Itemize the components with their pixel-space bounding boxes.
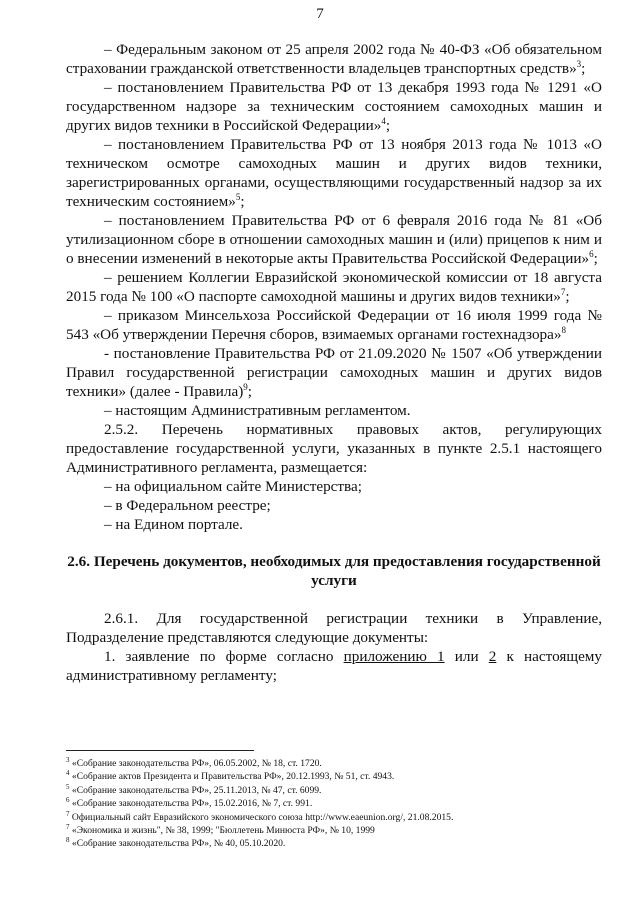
footnote-ref: 3 (576, 58, 582, 69)
paragraph-2-6-1: 2.6.1. Для государственной регистрации техники в Управление, Подразделение представляются следующие документы: (66, 610, 602, 646)
paragraph-resolution-1507: - постановление Правительства РФ от 21.09.2020 № 1507 «Об утверждении Правил государственной регистрации самоходных машин и других видов техники» (далее - Правила)$^9$; (66, 345, 602, 400)
footnotes (66, 757, 606, 851)
paragraph-resolution-1013: – постановлением Правительства РФ от 13 ноября 2013 года № 1013 «О техническом осмотре самоходных машин и других видов техники, зарегистрированных органами, осуществляющими государственный надзор за их техническим состоянием»$^5$; (66, 136, 602, 210)
paragraph-admin-regulation: – настоящим Административным регламентом. (104, 402, 411, 419)
paragraph-eec-decision-100: – решением Коллегии Евразийской экономической комиссии от 18 августа 2015 года № 100 «О паспорте самоходной машины и других видов техники»$^7$; (66, 269, 602, 305)
appendix-1-link[interactable]: приложению 1 (343, 648, 445, 665)
list-item-unified-portal: – на Едином портале. (104, 516, 243, 533)
footnote-ref: 4 (381, 115, 386, 126)
footnote: $^4$ «Собрание актов Президента и Правительства РФ», 20.12.1993, № 51, ст. 4943. (66, 769, 395, 783)
paragraph-item-1: 1. заявление по форме согласно приложению 1 или 2 к настоящему административному регламенту; (66, 648, 603, 684)
footnote-separator (66, 750, 254, 751)
list-item-ministry-site: – на официальном сайте Министерства; (104, 478, 362, 495)
page-number: 7 (316, 6, 324, 22)
footnote-ref: 6 (589, 248, 594, 259)
footnote-ref: 5 (235, 191, 241, 202)
list-item-federal-registry: – в Федеральном реестре; (104, 497, 271, 514)
paragraph-order-543: – приказом Минсельхоза Российской Федерации от 16 июля 1999 года № 543 «Об утверждении Перечня сборов, взимаемых органами гостехнадзора»$^8$ (66, 307, 602, 343)
footnote: $^6$ «Собрание законодательства РФ», 15.02.2016, № 7, ст. 991. (66, 796, 313, 810)
footnote: $^7$ Официальный сайт Евразийского экономического союза http://www.eaeunion.org/, 21.08.2015. (66, 809, 454, 823)
footnote: $^3$ «Собрание законодательства РФ», 06.05.2002, № 18, ст. 1720. (66, 755, 322, 769)
footnote: $^8$ «Собрание законодательства РФ», № 40, 05.10.2020. (66, 836, 286, 850)
section-heading-2-6: 2.6. Перечень документов, необходимых для предоставления государственной услуги (67, 553, 601, 589)
paragraph-resolution-1291: – постановлением Правительства РФ от 13 декабря 1993 года № 1291 «О государственном надзоре за техническим состоянием самоходных машин и других видов техники в Российской Федерации»$^4$; (66, 79, 602, 134)
paragraph-law-40fz: – Федеральным законом от 25 апреля 2002 года № 40-ФЗ «Об обязательном страховании гражданской ответственности владельцев транспортных средств»$^3$; (66, 41, 602, 77)
paragraph-resolution-81: – постановлением Правительства РФ от 6 февраля 2016 года № 81 «Об утилизационном сборе в отношении самоходных машин и (или) прицепов к ним и о внесении изменений в некоторые акты Правительства Российской Федерации»$^6$; (66, 212, 602, 267)
appendix-2-link[interactable]: 2 (488, 648, 497, 665)
document-body (66, 40, 602, 685)
footnote-ref: 9 (243, 381, 248, 392)
footnote-ref: 8 (561, 324, 566, 335)
paragraph-2-5-2: 2.5.2. Перечень нормативных правовых актов, регулирующих предоставление государственной услуги, указанных в пункте 2.5.1 настоящего Административного регламента, размещается: (66, 421, 602, 476)
footnote: $^7$ «Экономика и жизнь", № 38, 1999; "Бюллетень Минюста РФ», № 10, 1999 (66, 822, 375, 837)
footnote-ref: 7 (560, 286, 566, 297)
footnote: $^5$ «Собрание законодательства РФ», 25.11.2013, № 47, ст. 6099. (66, 782, 322, 796)
